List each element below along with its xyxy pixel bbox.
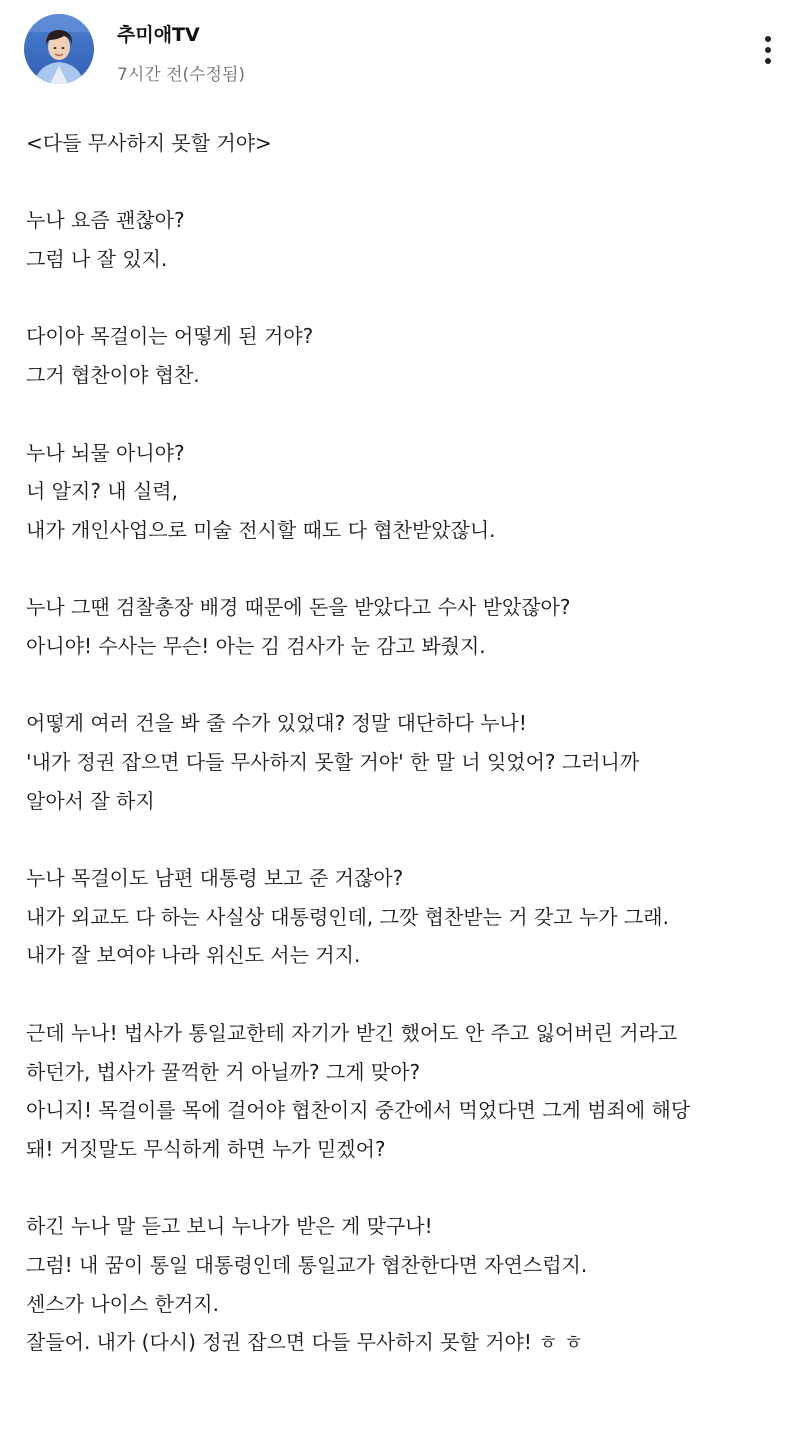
avatar-image — [24, 14, 94, 84]
post-text-line: 다이아 목걸이는 어떻게 된 거야? — [26, 324, 314, 349]
post-body — [26, 124, 786, 1362]
post-timestamp: 7시간 전(수정됨) — [117, 65, 246, 85]
more-vertical-icon — [765, 58, 771, 64]
post-text-line: 그럼! 내 꿈이 통일 대통령인데 통일교가 협찬한다면 자연스럽지. — [26, 1252, 588, 1277]
post-text-line: 그거 협찬이야 협찬. — [26, 363, 200, 388]
post-text-line: 내가 개인사업으로 미술 전시할 때도 다 협찬받았잖니. — [26, 517, 496, 542]
post-text-line: 근데 누나! 법사가 통일교한테 자기가 받긴 했어도 안 주고 잃어버린 거라고 — [26, 1020, 678, 1045]
post-text-line: 누나 그땐 검찰총장 배경 때문에 돈을 받았다고 수사 받았잖아? — [26, 595, 571, 620]
post-text-line: 돼! 거짓말도 무식하게 하면 누가 믿겠어? — [26, 1136, 386, 1161]
post-text-line: 아니지! 목걸이를 목에 걸어야 협찬이지 중간에서 먹었다면 그게 범죄에 해당 — [26, 1098, 691, 1123]
blank-line — [26, 395, 786, 434]
post-text-line: '내가 정권 잡으면 다들 무사하지 못할 거야' 한 말 너 잊었어? 그러니까 — [26, 750, 640, 774]
blank-line — [26, 163, 786, 202]
post-header — [0, 0, 800, 100]
more-vertical-icon — [765, 47, 771, 53]
blank-line — [26, 975, 786, 1014]
post-text-line: 누나 뇌물 아니야? — [26, 440, 185, 465]
post-text-line: 알아서 잘 하지 — [26, 788, 155, 813]
post-text-line: 아니야! 수사는 무슨! 아는 김 검사가 눈 감고 봐줬지. — [26, 633, 486, 658]
more-options-button[interactable] — [752, 28, 784, 72]
blank-line — [26, 550, 786, 589]
post-text-line: 하긴 누나 말 듣고 보니 누나가 받은 게 맞구나! — [26, 1214, 433, 1239]
post-text-line: 하던가, 법사가 꿀꺽한 거 아닐까? 그게 맞아? — [26, 1059, 421, 1084]
post-text-line: 잘들어. 내가 (다시) 정권 잡으면 다들 무사하지 못할 거야! ㅎ ㅎ — [26, 1330, 584, 1355]
channel-avatar[interactable] — [24, 14, 94, 84]
channel-name[interactable]: 추미애TV — [117, 24, 200, 46]
post-text-line: 센스가 나이스 한거지. — [26, 1291, 219, 1316]
post-text-line: 너 알지? 내 실력, — [26, 479, 178, 504]
post-text-line: <다들 무사하지 못할 거야> — [26, 131, 272, 155]
blank-line — [26, 666, 786, 705]
blank-line — [26, 279, 786, 318]
post-text-line: 누나 요즘 괜찮아? — [26, 208, 185, 233]
blank-line — [26, 820, 786, 859]
post-text-line: 내가 잘 보여야 나라 위신도 서는 거지. — [26, 943, 361, 968]
blank-line — [26, 1169, 786, 1208]
post-text-line: 누나 목걸이도 남편 대통령 보고 준 거잖아? — [26, 866, 404, 891]
post-text-line: 그럼 나 잘 있지. — [26, 247, 168, 272]
post-text-line: 내가 외교도 다 하는 사실상 대통령인데, 그깟 협찬받는 거 갖고 누가 그래. — [26, 904, 669, 929]
post-text-line: 어떻게 여러 건을 봐 줄 수가 있었대? 정말 대단하다 누나! — [26, 711, 527, 736]
more-vertical-icon — [765, 36, 771, 42]
